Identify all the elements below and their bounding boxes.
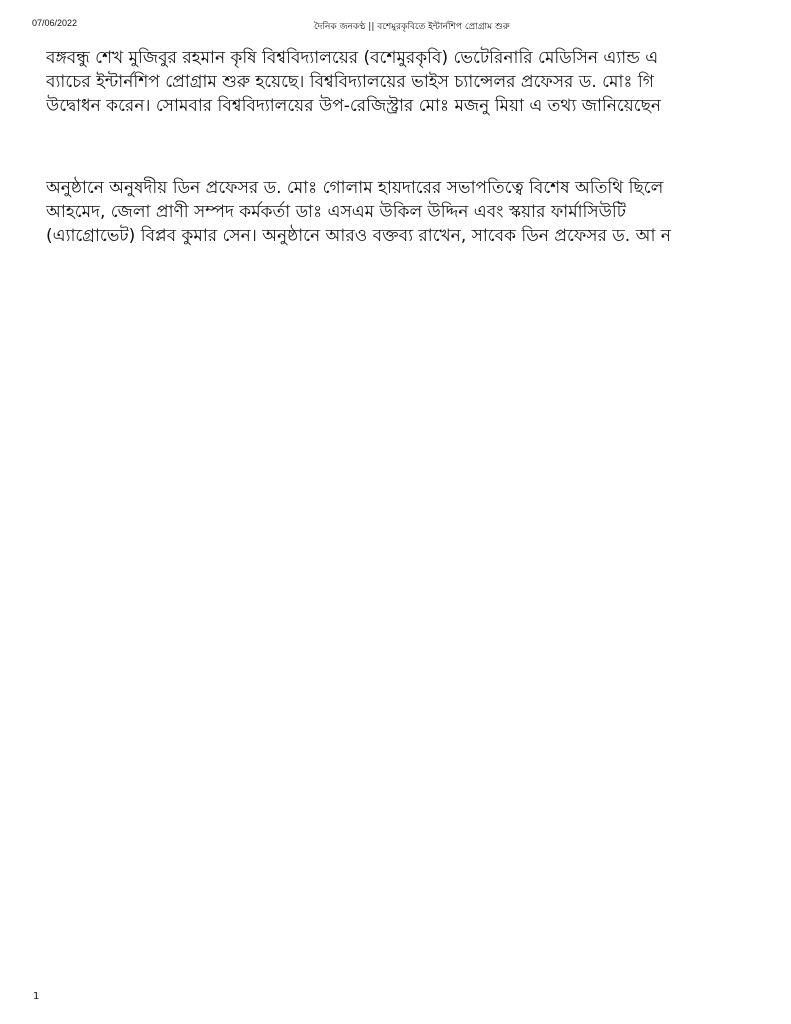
paragraph	[46, 176, 791, 248]
print-date: 07/06/2022	[32, 18, 78, 28]
page-number: 1	[33, 991, 40, 1002]
text-line: উদ্বোধন করেন। সোমবার বিশ্ববিদ্যালয়ের উপ-রেজিস্ট্রার মোঃ মজনু মিয়া এ তথ্য জানিয়েছেন	[46, 96, 662, 116]
text-line: ব্যাচের ইন্টার্নশিপ প্রোগ্রাম শুরু হয়েছে। বিশ্ববিদ্যালয়ের ভাইস চ্যান্সেলর প্রফেসর ড. মোঃ গি	[46, 72, 654, 92]
text-line: (এ্যাগ্রোভেট) বিপ্লব কুমার সেন। অনুষ্ঠানে আরও বক্তব্য রাখেন, সাবেক ডিন প্রফেসর ড. আ ন	[46, 226, 671, 246]
text-line: অনুষ্ঠানে অনুষদীয় ডিন প্রফেসর ড. মোঃ গোলাম হায়দারের সভাপতিত্বে বিশেষ অতিথি ছিলে	[46, 178, 664, 198]
paragraph-gap	[46, 118, 791, 176]
article-body	[46, 46, 791, 248]
paragraph	[46, 46, 791, 118]
text-line: বঙ্গবন্ধু শেখ মুজিবুর রহমান কৃষি বিশ্ববিদ্যালয়ের (বশেমুরকৃবি) ভেটেরিনারি মেডিসিন এ্যান্ড এ	[46, 48, 659, 68]
text-line: আহমেদ, জেলা প্রাণী সম্পদ কর্মকর্তা ডাঃ এসএম উকিল উদ্দিন এবং স্কয়ার ফার্মাসিউটি	[46, 202, 627, 222]
page-header-title: দৈনিক জনকণ্ঠ || বশেমুরকৃবিতে ইন্টার্নশিপ প্রোগ্রাম শুরু	[314, 22, 510, 32]
